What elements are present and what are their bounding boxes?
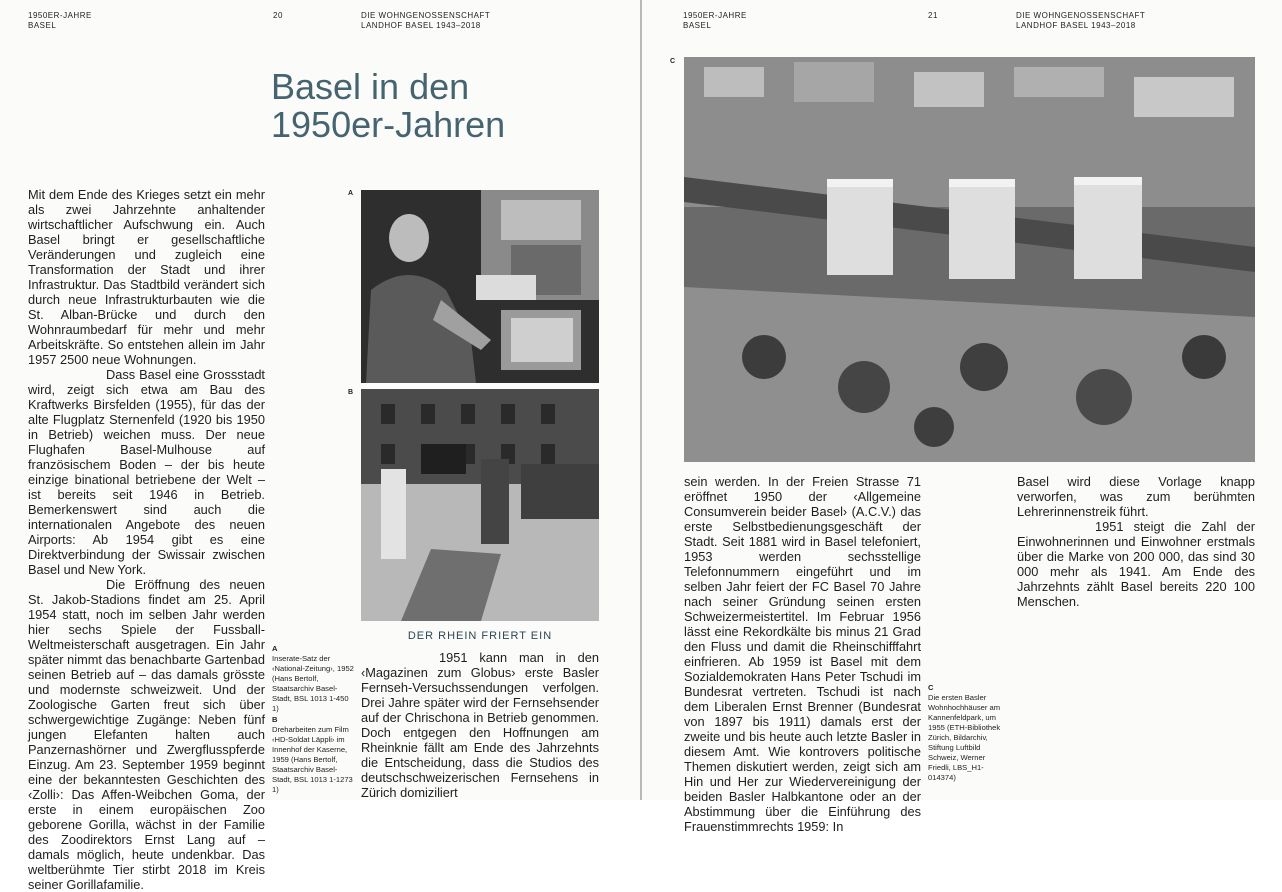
running-head-series: [1016, 11, 1145, 31]
running-head-line: LANDHOF BASEL 1943–2018: [1016, 21, 1136, 30]
page-number: 20: [273, 11, 283, 20]
running-head-line: DIE WOHNGENOSSENSCHAFT: [361, 11, 491, 20]
right-page: [642, 0, 1282, 834]
photo-captions: [928, 683, 1010, 784]
page-number: 21: [928, 11, 938, 20]
chapter-title: [271, 68, 505, 144]
running-head-line: 1950ER-JAHRE: [28, 11, 92, 20]
body-paragraph: 1951 steigt die Zahl der Einwohnerinnen und Einwohner erstmals über die Marke von 200 000, das sind 30 000 mehr als 1941. Am Ende des Jahrzehnts zählt Basel bereits 220 100 Menschen.: [1017, 519, 1255, 609]
body-paragraph: Die Eröffnung des neuen St. Jakob-Stadions findet am 25. April 1954 statt, noch im selben Jahr werden hier sechs Spiele der Fussball-Weltmeisterschaft ausgetragen. Ein Jahr später nimmt das benachbarte Gartenbad seinen Betrieb auf – das damals grösste und modernste schweizweit. Und der Zoologische Garten freut sich über schwergewichtige Zugänge: Neben fünf jungen Elefanten halten auch Panzernashörner und Zwergflusspferde Einzug. Am 23. September 1959 beginnt eine der bekanntesten Geschichten des ‹Zolli›: Das Affen-Weibchen Goma, der erste in einem europäischen Zoo geborene Gorilla, wächst in der Familie des Zoodirektors Ernst Lang auf – damals möglich, heute undenkbar. Das weltberühmte Tier stirbt 2018 im Kreis seiner Gorillafamilie.: [28, 577, 265, 892]
caption-text: Die ersten Basler Wohnhochhäuser am Kannenfeldpark, um 1955 (ETH-Bibliothek Zürich, Bildarchiv, Stiftung Luftbild Schweiz, Werner Friedli, LBS_H1-014374): [928, 693, 1001, 782]
photo-label: A: [348, 190, 354, 197]
running-head-series: [361, 11, 490, 31]
running-head-line: BASEL: [28, 21, 57, 30]
running-head-line: DIE WOHNGENOSSENSCHAFT: [1016, 11, 1146, 20]
caption-text: Inserate-Satz der ‹National-Zeitung›, 1952 (Hans Bertolf, Staatsarchiv Basel-Stadt, BSL 1013 1-450 1): [272, 654, 354, 713]
running-head-section: [28, 11, 92, 31]
body-column-2: [361, 629, 599, 800]
running-head-line: LANDHOF BASEL 1943–2018: [361, 21, 481, 30]
photo-film-shoot: [361, 389, 599, 621]
running-head-section: [683, 11, 747, 31]
body-column-1: [28, 187, 265, 892]
body-paragraph: 1951 kann man in den ‹Magazinen zum Globus› erste Basler Fernseh-Versuchssendungen verfolgen. Drei Jahre später wird der Fernsehsender auf der Chrischona in Betrieb genommen. Doch entgegen den Hoffnungen am Rheinknie fällt am Ende des Jahrzehnts die Entscheidung, dass die Studios des deutschschweizerischen Fernsehens in Zürich domiziliert: [361, 650, 599, 800]
body-column-1: [684, 474, 921, 834]
left-page: [0, 0, 640, 892]
photo-captions: [272, 644, 354, 796]
body-paragraph: sein werden. In der Freien Strasse 71 eröffnet 1950 der ‹Allgemeine Consumverein beider Basel› (A.C.V.) das erste Selbstbedienungsgeschäft der Stadt. Seit 1881 wird in Basel telefoniert, 1953 werden sechsstellige Telefonnummern eingeführt und im selben Jahr feiert der FC Basel 70 Jahre nach seiner Gründung seinen ersten Schweizermeistertitel. Im Februar 1956 lässt eine Rekordkälte bis minus 21 Grad den Fluss und damit die Rheinschifffahrt einfrieren. Ab 1959 ist Basel mit dem Sozialdemokraten Hans Peter Tschudi im Bundesrat vertreten. Tschudi ist nach dem Liberalen Ernst Brenner (Bundesrat von 1897 bis 1911) damals erst der zweite und bis heute auch letzte Basler in diesem Amt. Wie kontrovers politische Themen diskutiert werden, zeigt sich am Hin und Her zur Wiedervereinigung der beiden Basler Halbkantone oder an der Abstimmung über die Einführung des Frauenstimmrechts 1959: In: [684, 474, 921, 834]
chapter-title-line: 1950er-Jahren: [271, 104, 506, 145]
photo-aerial-towers: [684, 57, 1255, 462]
body-paragraph: Mit dem Ende des Krieges setzt ein mehr als zwei Jahrzehnte anhaltender wirtschaftlicher Aufschwung ein. Auch Basel bringt er gesellschaftliche Veränderungen und zugleich eine Transformation der Stadt und ihrer Infrastruktur. Das Stadtbild verändert sich durch neue Infrastrukturbauten wie die St. Alban-Brücke und durch den Wohnraumbedarf für mehr und mehr Arbeitskräfte. So entstehen allein im Jahr 1957 2500 neue Wohnungen.: [28, 187, 265, 367]
caption-letter: C: [928, 683, 934, 692]
caption-letter: B: [272, 715, 278, 724]
running-head-line: BASEL: [683, 21, 712, 30]
chapter-title-line: Basel in den: [271, 66, 470, 107]
photo-typesetting: [361, 190, 599, 383]
body-paragraph: Dass Basel eine Grossstadt wird, zeigt sich etwa am Bau des Kraftwerks Birsfelden (1955), für das der alte Flugplatz Sternenfeld (1920 bis 1950 in Betrieb) weichen muss. Der neue Flughafen Basel-Mulhouse auf französischem Boden – der bis heute einzige binational betriebene der Welt – ist bereits seit 1946 in Betrieb. Bemerkenswert sind auch die internationalen Angebote des neuen Airports: Ab 1954 gibt es eine Direktverbindung der Swissair zwischen Basel und New York.: [28, 367, 265, 577]
body-paragraph: Basel wird diese Vorlage knapp verworfen, was zum berühmten Lehrerinnenstreik führt.: [1017, 474, 1255, 519]
running-head-line: 1950ER-JAHRE: [683, 11, 747, 20]
caption-letter: A: [272, 644, 278, 653]
photo-label: B: [348, 389, 354, 396]
caption-text: Dreharbeiten zum Film ‹HD-Soldat Läppli› im Innenhof der Kaserne, 1959 (Hans Bertolf, Staatsarchiv Basel-Stadt, BSL 1013 1-1273 1): [272, 725, 353, 794]
photo-label: C: [670, 58, 676, 65]
section-subheading: DER RHEIN FRIERT EIN: [407, 630, 553, 642]
body-column-2: [1017, 474, 1255, 609]
